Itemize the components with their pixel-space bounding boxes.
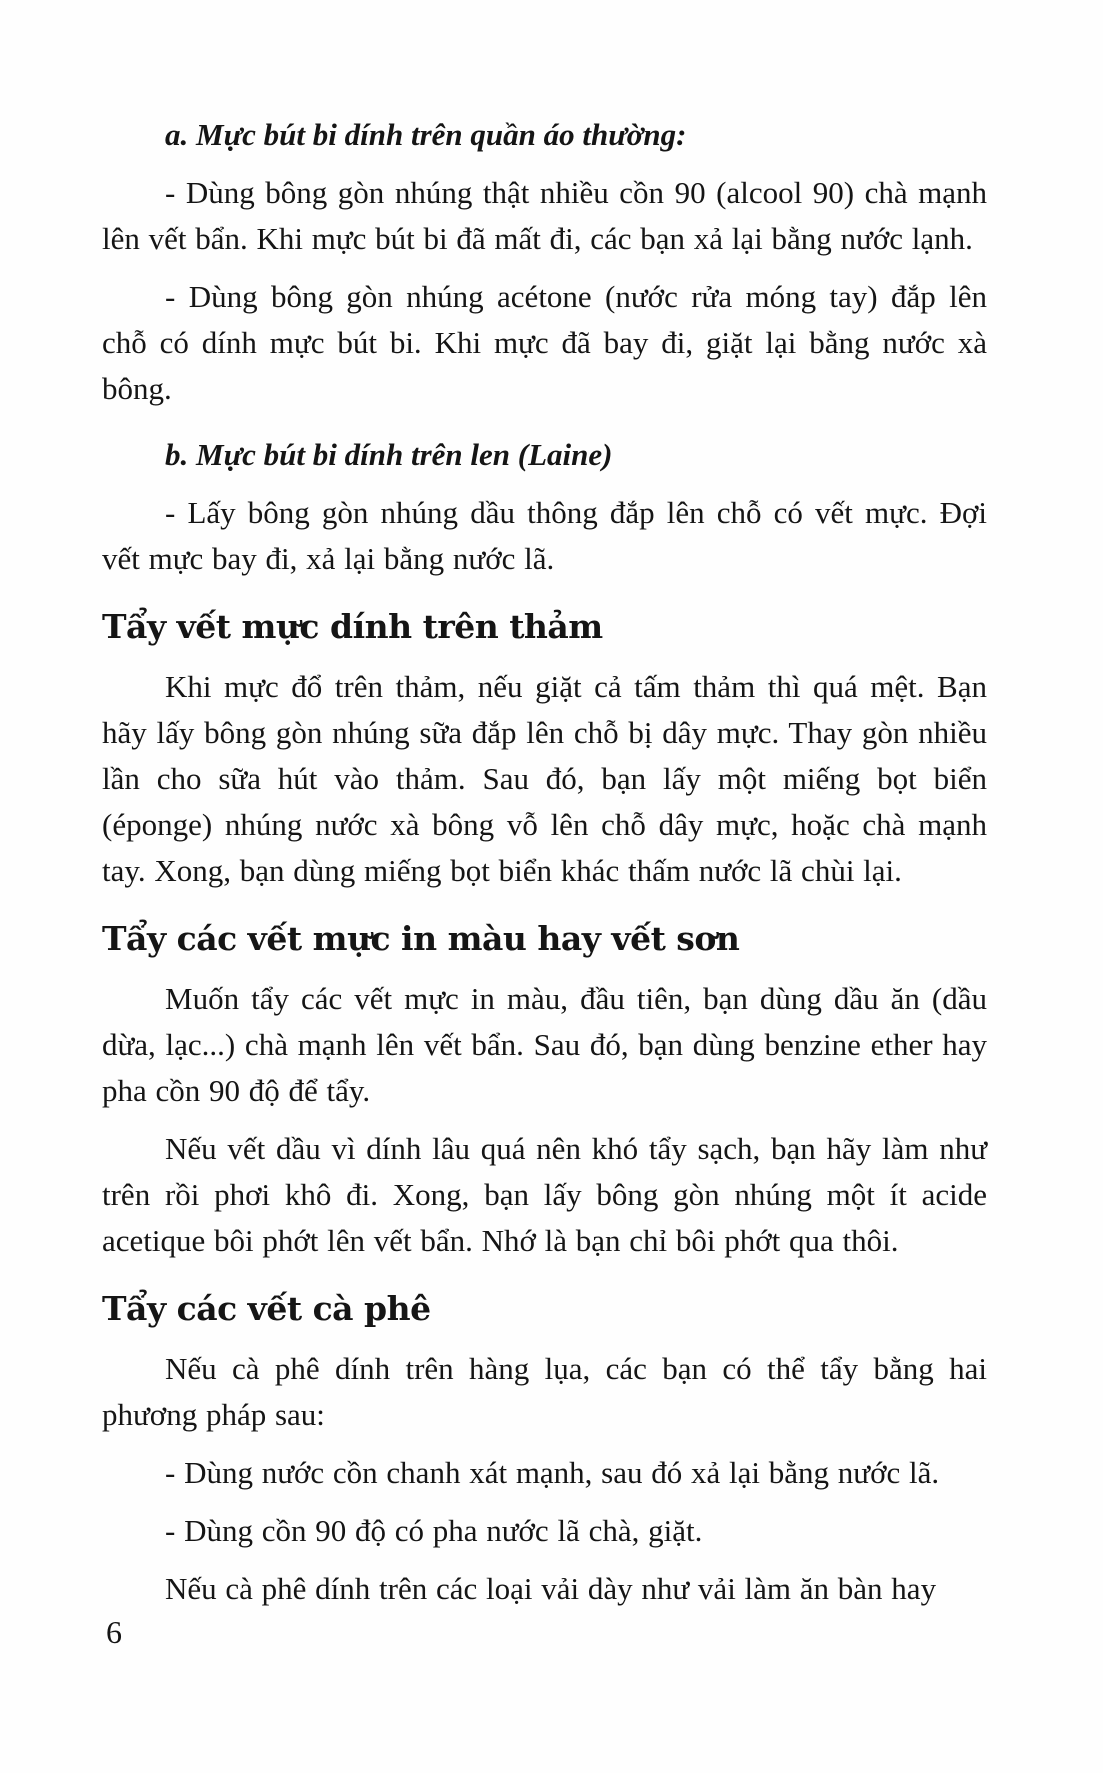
- paragraph-muc-do-tren-tham: Khi mực đổ trên thảm, nếu giặt cả tấm thảm thì quá mệt. Bạn hãy lấy bông gòn nhúng sữa đắp lên chỗ bị dây mực. Thay gòn nhiều lần cho sữa hút vào thảm. Sau đó, bạn lấy một miếng bọt biển (éponge) nhúng nước xà bông vỗ lên chỗ dây mực, hoặc chà mạnh tay. Xong, bạn dùng miếng bọt biển khác thấm nước lã chùi lại.: [102, 669, 987, 888]
- section-heading-vet-ca-phe: Tẩy các vết cà phê: [102, 1289, 431, 1328]
- section-heading-muc-in-mau-vet-son: Tẩy các vết mực in màu hay vết sơn: [102, 919, 740, 958]
- paragraph-bullet-con-chanh: - Dùng nước cồn chanh xát mạnh, sau đó xả lại bằng nước lã.: [165, 1455, 940, 1490]
- section-heading-tay-vet-muc-tham: Tẩy vết mực dính trên thảm: [102, 607, 603, 646]
- subheading-b-muc-but-bi-len: b. Mực bút bi dính trên len (Laine): [165, 437, 613, 472]
- page-number: 6: [106, 1614, 122, 1650]
- paragraph-con-90: - Dùng bông gòn nhúng thật nhiều cồn 90 (alcool 90) chà mạnh lên vết bẩn. Khi mực bút bi đã mất đi, các bạn xả lại bằng nước lạnh.: [102, 175, 987, 256]
- paragraph-acide-acetique: Nếu vết dầu vì dính lâu quá nên khó tẩy sạch, bạn hãy làm như trên rồi phơi khô đi. Xong, bạn lấy bông gòn nhúng một ít acide acetique bôi phớt lên vết bẩn. Nhớ là bạn chỉ bôi phớt qua thôi.: [102, 1131, 987, 1258]
- paragraph-ca-phe-vai-day: Nếu cà phê dính trên các loại vải dày như vải làm ăn bàn hay: [165, 1571, 937, 1606]
- paragraph-acetone: - Dùng bông gòn nhúng acétone (nước rửa móng tay) đắp lên chỗ có dính mực bút bi. Khi mực đã bay đi, giặt lại bằng nước xà bông.: [102, 279, 987, 406]
- paragraph-dau-an: Muốn tẩy các vết mực in màu, đầu tiên, bạn dùng dầu ăn (dầu dừa, lạc...) chà mạnh lên vết bẩn. Sau đó, bạn dùng benzine ether hay pha cồn 90 độ để tẩy.: [102, 981, 987, 1108]
- paragraph-bullet-con-90-do: - Dùng cồn 90 độ có pha nước lã chà, giặt.: [165, 1513, 703, 1548]
- paragraph-dau-thong: - Lấy bông gòn nhúng dầu thông đắp lên chỗ có vết mực. Đợi vết mực bay đi, xả lại bằng nước lã.: [102, 495, 987, 576]
- subheading-a-muc-but-bi-quan-ao: a. Mực bút bi dính trên quần áo thường:: [165, 117, 687, 152]
- paragraph-ca-phe-hang-lua: Nếu cà phê dính trên hàng lụa, các bạn có thể tẩy bằng hai phương pháp sau:: [102, 1351, 987, 1432]
